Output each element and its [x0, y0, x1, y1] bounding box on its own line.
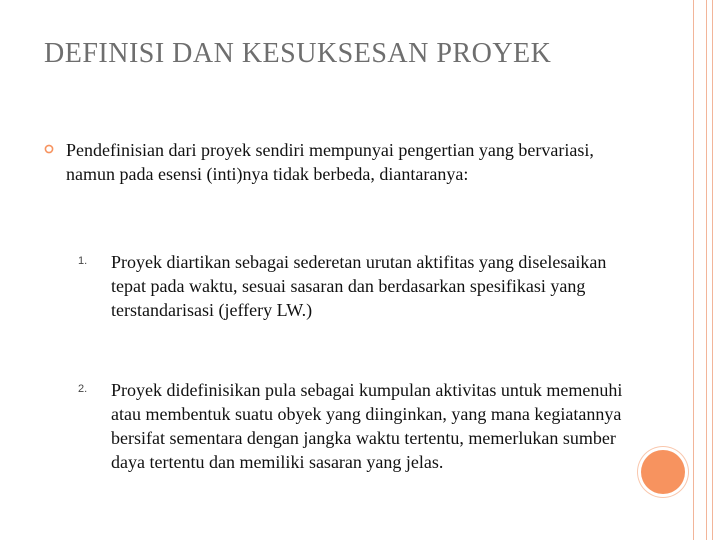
list-item-text: Proyek didefinisikan pula sebagai kumpulan aktivitas untuk memenuhi atau membentuk suatu obyek yang diinginkan, yang mana kegiatannya bersifat sementara dengan jangka waktu tertentu, memerlukan sumber daya tertentu dan memiliki sasaran yang jelas.: [111, 380, 623, 472]
list-number: 2.: [78, 383, 88, 395]
decorative-circle: [641, 450, 685, 494]
list-item-text: Proyek diartikan sebagai sederetan urutan aktifitas yang diselesaikan tepat pada waktu, sesuai sasaran dan berdasarkan spesifikasi yang terstandarisasi (jeffery LW.): [111, 252, 607, 320]
slide-title: DEFINISI DAN KESUKSESAN PROYEK: [44, 38, 552, 69]
decorative-line: [712, 0, 713, 540]
decorative-line: [693, 0, 694, 540]
circle-bullet-icon: [44, 144, 54, 154]
intro-paragraph: Pendefinisian dari proyek sendiri mempunyai pengertian yang bervariasi, namun pada esensi (inti)nya tidak berbeda, diantaranya:: [66, 140, 594, 184]
list-number: 1.: [78, 255, 88, 267]
decorative-line: [706, 0, 707, 540]
